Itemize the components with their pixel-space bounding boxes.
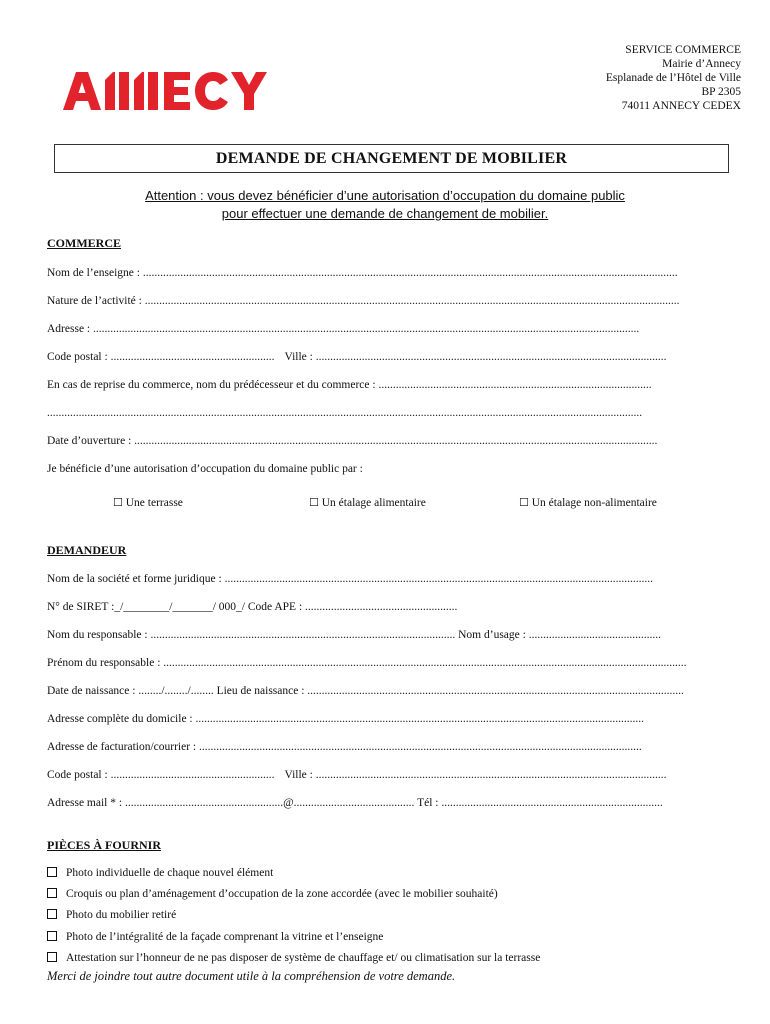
piece-item[interactable] bbox=[47, 952, 540, 964]
field-nom-enseigne[interactable]: Nom de l’enseigne : .......................................................................................................................................................................................... bbox=[47, 267, 678, 279]
checkbox-icon[interactable]: ☐ bbox=[309, 496, 319, 509]
merci-note: Merci de joindre tout autre document utile à la compréhension de votre demande. bbox=[47, 969, 456, 983]
checkbox-icon[interactable]: ☐ bbox=[113, 496, 123, 509]
field-label: En cas de reprise du commerce, nom du prédécesseur et du commerce : bbox=[47, 379, 379, 391]
piece-label: Croquis ou plan d’aménagement d’occupation de la zone accordée (avec le mobilier souhaité) bbox=[66, 888, 498, 900]
field-label: Code postal : bbox=[47, 351, 111, 363]
option-etalage-alimentaire[interactable] bbox=[309, 496, 426, 509]
field-label: Date de naissance : ......../......../........ Lieu de naissance : bbox=[47, 685, 308, 697]
option-label: Un étalage non-alimentaire bbox=[531, 497, 657, 509]
option-terrasse[interactable] bbox=[113, 496, 183, 509]
option-label: Une terrasse bbox=[125, 497, 183, 509]
field-label: Nom de l’enseigne : bbox=[47, 267, 143, 279]
piece-label: Photo de l’intégralité de la façade comprenant la vitrine et l’enseigne bbox=[66, 931, 384, 943]
piece-label: Photo du mobilier retiré bbox=[66, 909, 177, 921]
field-societe[interactable]: Nom de la société et forme juridique : ..................................................................................................................................................... bbox=[47, 573, 653, 585]
checkbox-icon[interactable] bbox=[47, 952, 57, 962]
piece-label: Attestation sur l’honneur de ne pas disposer de système de chauffage et/ ou climatisation sur la terrasse bbox=[66, 952, 541, 964]
field-responsable[interactable]: Nom du responsable : .......................................................................................................... Nom d’usage : .............................................. bbox=[47, 629, 661, 641]
field-label: Tél : bbox=[414, 797, 442, 809]
field-naissance[interactable]: Date de naissance : ......../......../........ Lieu de naissance : ................................................................................................................................... bbox=[47, 685, 684, 697]
field-label: N° de SIRET :_/________/_______/ 000_/ Code APE : bbox=[47, 601, 306, 613]
address-line: SERVICE COMMERCE bbox=[625, 44, 741, 56]
checkbox-icon[interactable] bbox=[47, 909, 57, 919]
field-date-ouverture[interactable]: Date d’ouverture : ...................................................................................................................................................................................... bbox=[47, 435, 658, 447]
field-label: Nom d’usage : bbox=[455, 629, 529, 641]
checkbox-icon[interactable]: ☐ bbox=[519, 496, 529, 509]
option-label: Un étalage alimentaire bbox=[321, 497, 426, 509]
section-commerce-heading: COMMERCE bbox=[47, 236, 121, 250]
field-label: Adresse : bbox=[47, 323, 93, 335]
field-reprise[interactable]: En cas de reprise du commerce, nom du prédécesseur et du commerce : ............................................................................................... bbox=[47, 379, 652, 391]
document-title-box bbox=[54, 144, 729, 173]
field-facturation[interactable]: Adresse de facturation/courrier : .......................................................................................................................................................... bbox=[47, 741, 642, 753]
field-label: Nom du responsable : bbox=[47, 629, 151, 641]
field-label: Code postal : bbox=[47, 769, 111, 781]
checkbox-icon[interactable] bbox=[47, 888, 57, 898]
field-label: Nom de la société et forme juridique : bbox=[47, 573, 225, 585]
field-adresse[interactable]: Adresse : .............................................................................................................................................................................................. bbox=[47, 323, 640, 335]
at-sign: @ bbox=[283, 797, 294, 809]
autorisation-question: Je bénéficie d’une autorisation d’occupation du domaine public par : bbox=[47, 463, 363, 475]
field-label: Nature de l’activité : bbox=[47, 295, 145, 307]
field-nature-activite[interactable]: Nature de l’activité : .......................................................................................................................................................................................... bbox=[47, 295, 680, 307]
field-label: Ville : bbox=[284, 351, 316, 363]
attention-line-2: pour effectuer une demande de changement de mobilier. bbox=[221, 206, 549, 221]
piece-item[interactable] bbox=[47, 931, 383, 943]
field-label: Adresse de facturation/courrier : bbox=[47, 741, 199, 753]
address-line: Mairie d’Annecy bbox=[662, 58, 741, 70]
field-code-postal-ville[interactable]: Code postal : ......................................................... Ville : .......................................................................................................................... bbox=[47, 351, 667, 363]
attention-line-1: Attention : vous devez bénéficier d’une autorisation d’occupation du domaine public bbox=[145, 188, 625, 203]
section-pieces-heading: PIÈCES À FOURNIR bbox=[47, 838, 162, 852]
field-label: Date d’ouverture : bbox=[47, 435, 135, 447]
piece-item[interactable] bbox=[47, 888, 498, 900]
checkbox-icon[interactable] bbox=[47, 867, 57, 877]
field-label: Prénom du responsable : bbox=[47, 657, 164, 669]
field-prenom[interactable]: Prénom du responsable : ...................................................................................................................................................................................... bbox=[47, 657, 687, 669]
section-demandeur-heading: DEMANDEUR bbox=[47, 543, 127, 557]
checkbox-icon[interactable] bbox=[47, 931, 57, 941]
field-label: Ville : bbox=[284, 769, 316, 781]
option-etalage-non-alimentaire[interactable] bbox=[519, 496, 657, 509]
annecy-logo bbox=[63, 72, 281, 110]
service-address bbox=[606, 43, 741, 113]
field-label: Adresse mail * : bbox=[47, 797, 125, 809]
field-label: Adresse complète du domicile : bbox=[47, 713, 196, 725]
field-mail-tel[interactable]: Adresse mail * : .......................................................@.......................................... Tél : ............................................................................. bbox=[47, 797, 663, 809]
field-siret-ape[interactable]: N° de SIRET :_/________/_______/ 000_/ Code APE : ..................................................... bbox=[47, 601, 458, 613]
address-line: BP 2305 bbox=[701, 86, 741, 98]
field-demandeur-code-postal-ville[interactable]: Code postal : ......................................................... Ville : .......................................................................................................................... bbox=[47, 769, 667, 781]
address-line: 74011 ANNECY CEDEX bbox=[621, 100, 741, 112]
piece-label: Photo individuelle de chaque nouvel élément bbox=[66, 867, 274, 879]
field-domicile[interactable]: Adresse complète du domicile : ............................................................................................................................................................ bbox=[47, 713, 645, 725]
field-reprise-continued[interactable]: ............................................................................................................................................................................................................... bbox=[47, 407, 643, 419]
piece-item[interactable] bbox=[47, 909, 176, 921]
piece-item[interactable] bbox=[47, 867, 273, 879]
address-line: Esplanade de l’Hôtel de Ville bbox=[605, 72, 741, 84]
document-title: DEMANDE DE CHANGEMENT DE MOBILIER bbox=[215, 150, 568, 167]
